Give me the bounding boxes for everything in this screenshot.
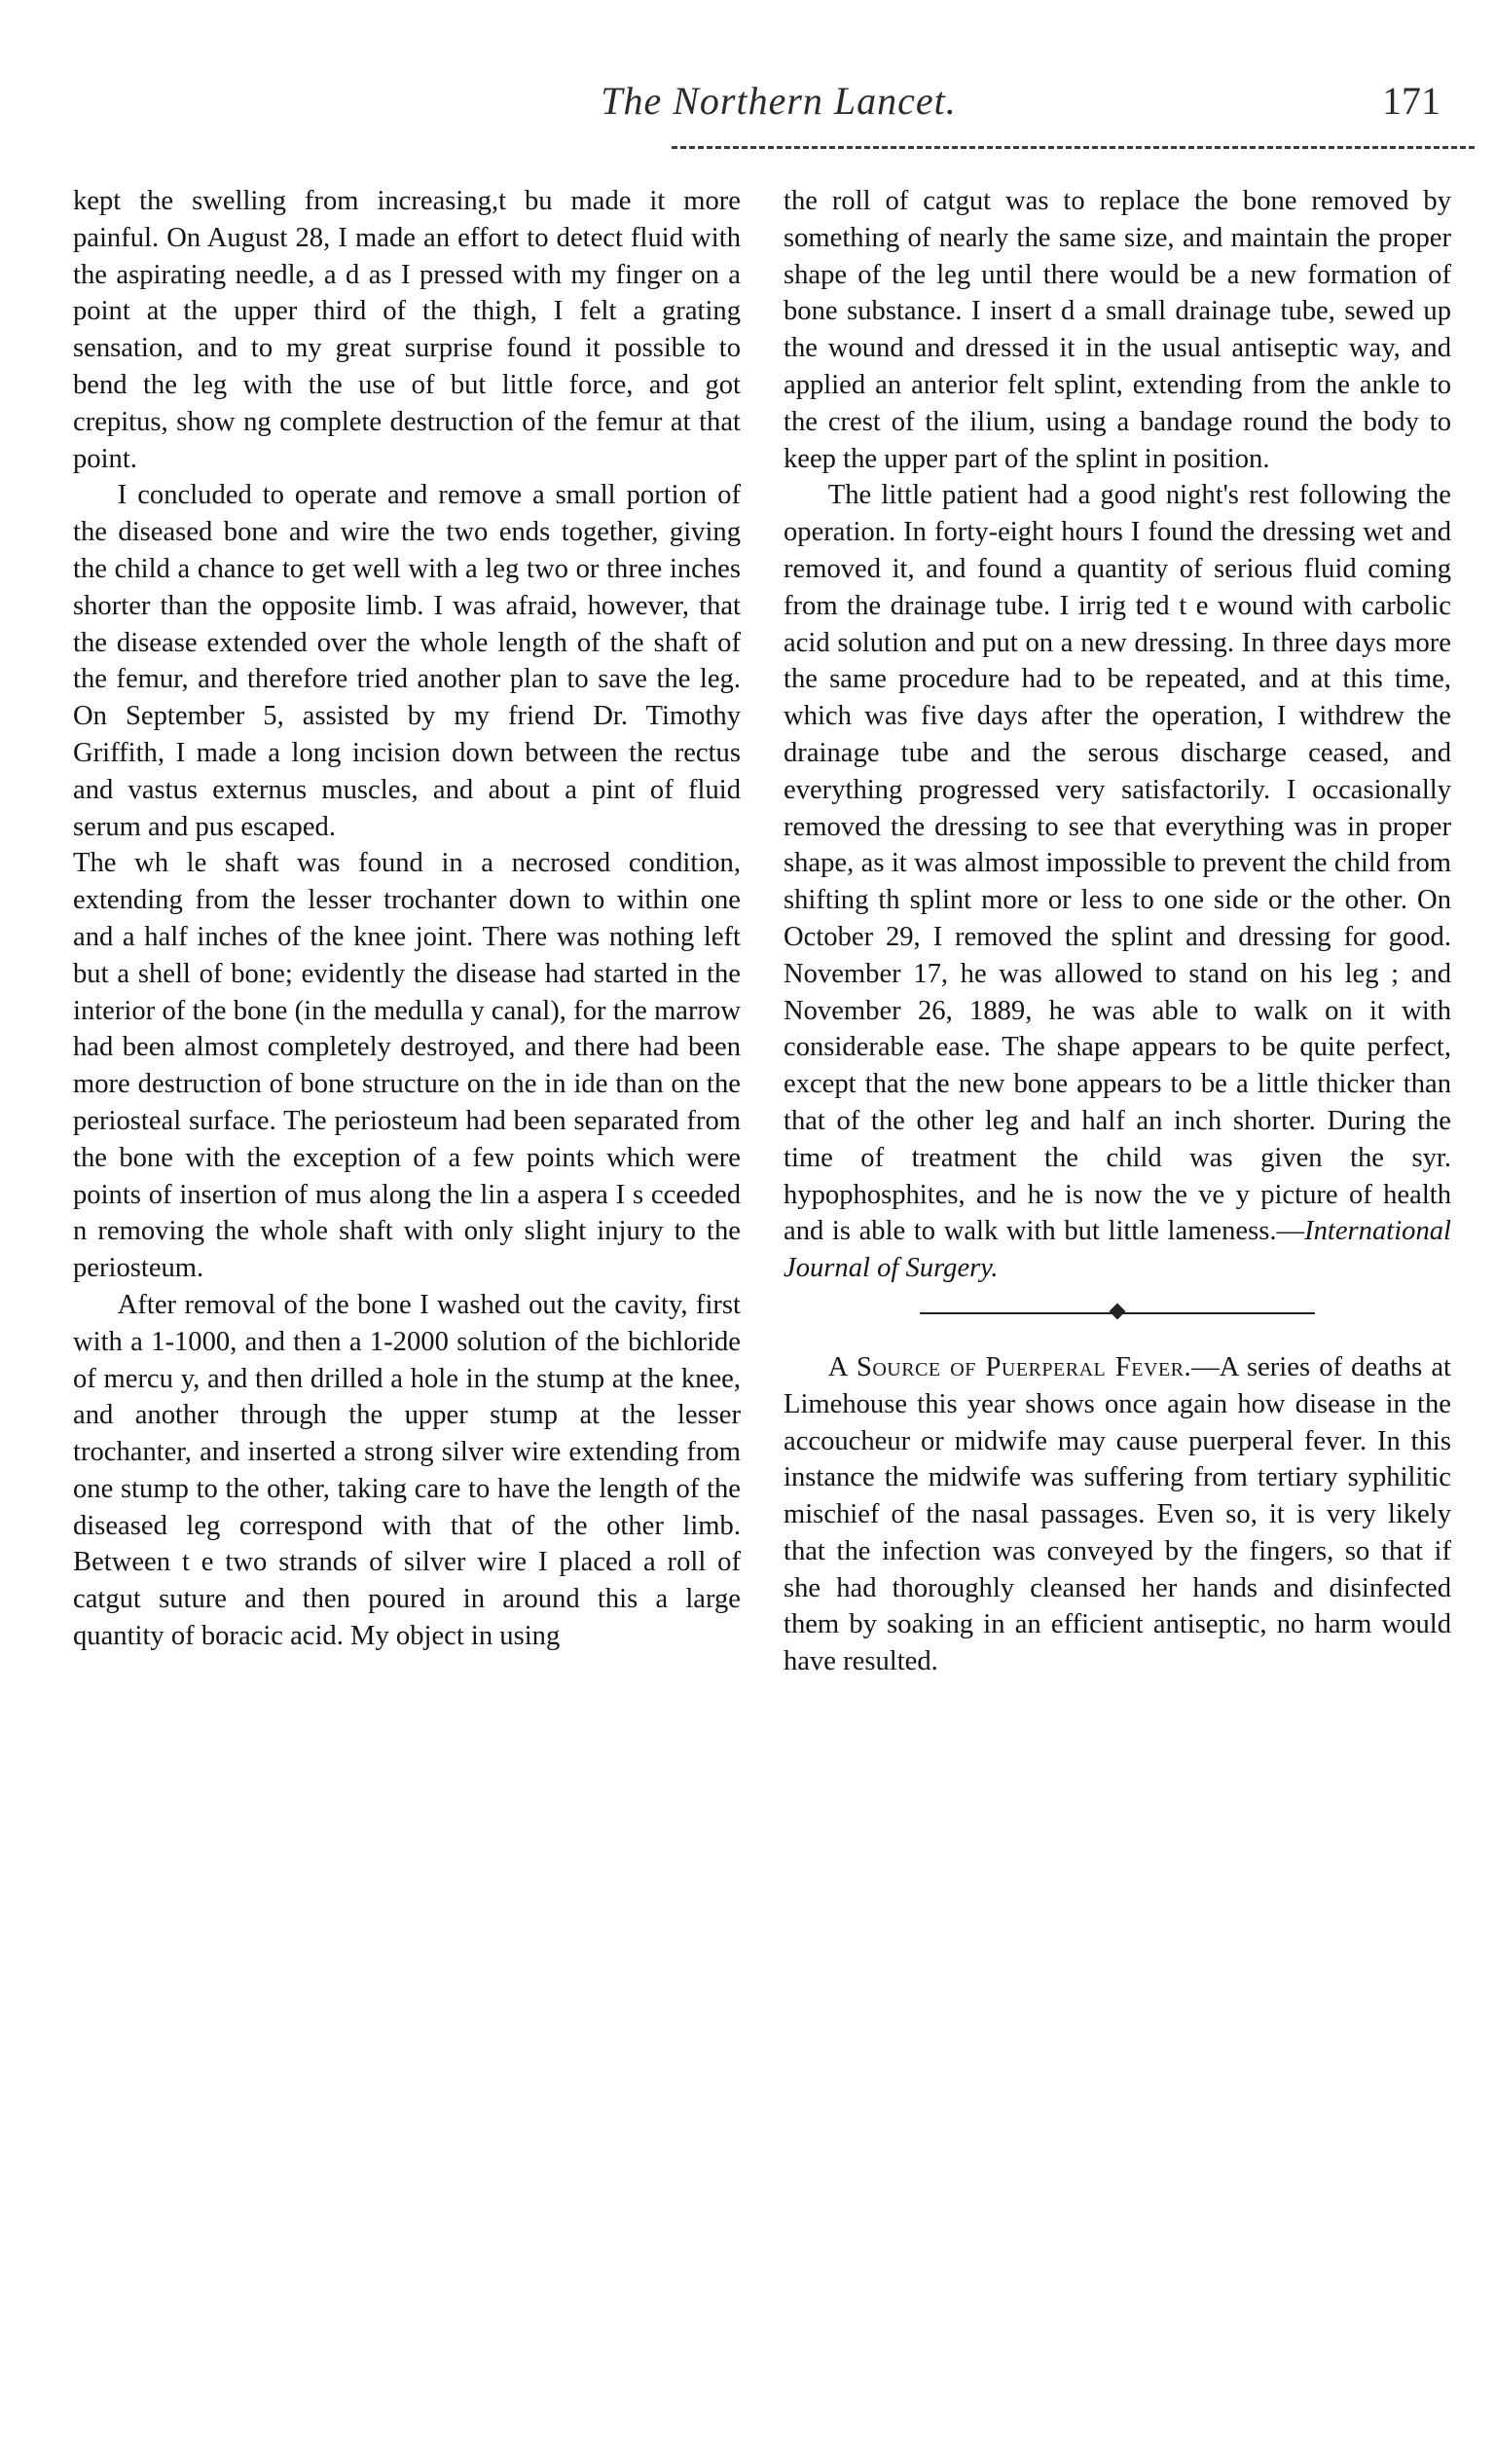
second-article [784,1349,1451,1680]
right-paragraph-1: the roll of catgut was to replace the bone removed by something of nearly the same size, and maintain the proper shape of the leg until there would be a new formation of bone substance. I insert d a small drainage tube, sewed up the wound and dressed it in the usual antiseptic way, and applied an anterior felt splint, extending from the ankle to the crest of the ilium, using a bandage round the body to keep the upper part of the splint in position. [784,186,1451,474]
left-column [73,183,741,1655]
left-paragraph-1: kept the swelling from increasing,t bu made it more painful. On August 28, I made an effort to detect fluid with the aspirating needle, a d as I pressed with my finger on a point at the upper third of the thigh, I felt a grating sensation, and to my great surprise found it possible to bend the leg with the use of but little force, and got crepitus, show ng complete destruction of the femur at that point. [73,186,741,474]
source-attribution: International Journal of Surgery. [784,1216,1451,1284]
right-column [784,183,1451,1680]
second-article-title: A Source of Puerperal Fever. [827,1351,1192,1382]
left-paragraph-3: The wh le shaft was found in a necrosed condition, extending from the lesser trochanter down to within one and a half inches of the knee joint. There was nothing left but a shell of bone; evidently the disease had started in the interior of the bone (in the medulla y canal), for the marrow had been almost completely destroyed, and there had been more destruction of bone structure on the in ide than on the periosteal surface. The periosteum had been separated from the bone with the exception of a few points which were points of insertion of mus along the lin a aspera I s cceeded n removing the whole shaft with only slight injury to the periosteum. [73,848,741,1284]
second-article-body: —A series of deaths at Limehouse this year shows once again how disease in the accoucheur or midwife may cause puerperal fever. In this instance the midwife was suffering from tertiary syphilitic mischief of the nasal passages. Even so, it is very likely that the infection was conveyed by the fingers, so that if she had thoroughly cleansed her hands and disinfected them by soaking in an efficient antiseptic, no harm would have resulted. [784,1351,1451,1677]
journal-title: The Northern Lancet. [601,79,957,123]
page-number: 171 [1382,79,1440,123]
right-paragraph-2-text: The little patient had a good night's rest following the operation. In forty-eight hours I found the dressing wet and removed it, and found a quantity of serious fluid coming from the drainage tube. I irrig ted t e wound with carbolic acid solution and put on a new dressing. In three days more the same procedure had to be repeated, and at this time, which was five days after the operation, I withdrew the drainage tube and the serous discharge ceased, and everything progressed very satisfactorily. I occasionally removed the dressing to see that everything was in proper shape, as it was almost impossible to prevent the child from shifting th splint more or less to one side or the other. On October 29, I removed the splint and dressing for good. November 17, he was allowed to stand on his leg ; and November 26, 1889, he was able to walk on it with considerable ease. The shape appears to be quite perfect, except that the new bone appears to be a little thicker than that of the other leg and half an inch shorter. During the time of treatment the child was given the syr. hypophosphites, and he is now the ve y picture of health and is able to walk with but little lameness.— [784,480,1451,1247]
left-paragraph-4: After removal of the bone I washed out the cavity, first with a 1-1000, and then a 1-2000 solution of the bichloride of mercu y, and then drilled a hole in the stump at the knee, and another through the upper stump at the lesser trochanter, and inserted a strong silver wire extending from one stump to the other, taking care to have the length of the diseased leg correspond with that of the other limb. Between t e two strands of silver wire I placed a roll of catgut suture and then poured in around this a large quantity of boracic acid. My object in using [73,1289,741,1652]
divider-ornament [1110,1303,1126,1319]
left-paragraph-2: I concluded to operate and remove a small portion of the diseased bone and wire the two ends together, giving the child a chance to get well with a leg two or three inches shorter than the opposite limb. I was afraid, however, that the disease extended over the whole length of the shaft of the femur, and therefore tried another plan to save the leg. On September 5, assisted by my friend Dr. Timothy Griffith, I made a long incision down between the rectus and vastus externus muscles, and about a pint of fluid serum and pus escaped. [73,480,741,842]
running-head [0,78,1495,136]
header-rule [672,146,1475,149]
article-divider [784,1305,1451,1322]
right-paragraph-2 [784,477,1451,1287]
